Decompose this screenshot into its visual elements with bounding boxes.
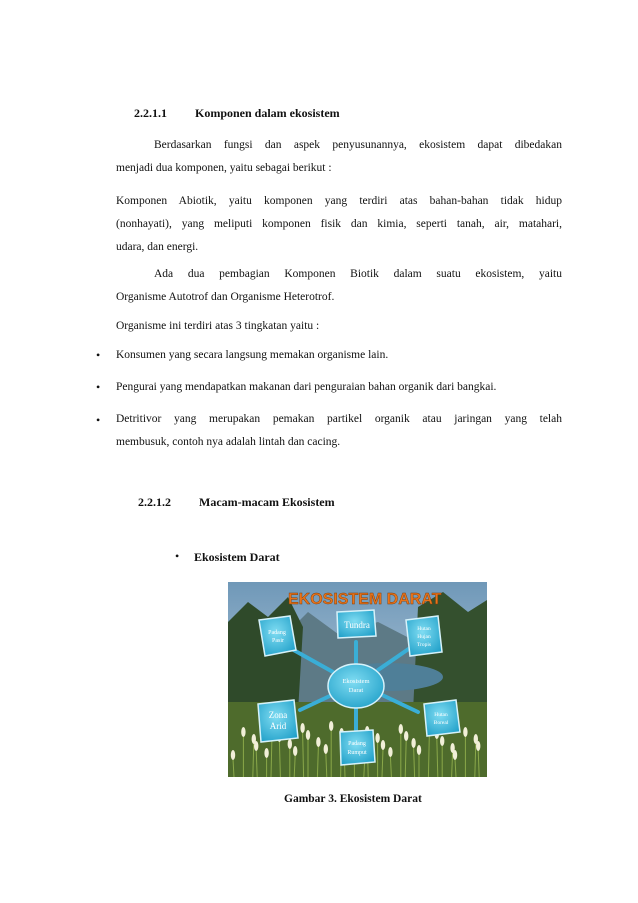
flower-head [417,745,421,755]
flower-head [254,741,258,751]
ekosistem-darat-figure [228,582,487,777]
bullet-dot: • [96,380,101,394]
figure-caption: Gambar 3. Ekosistem Darat [284,793,422,805]
flower-head [241,727,245,737]
center-label: Darat [348,687,364,694]
flower-head [306,730,310,740]
node-tundra [337,610,376,638]
flower-head [411,738,415,748]
node-label: Hutan [434,712,448,718]
flower-head [324,744,328,754]
bullet-dot: • [96,348,101,362]
biotik-paragraph [116,263,562,309]
bullet-dot: • [96,413,101,427]
abiotik-paragraph [116,190,562,259]
biotik-line-1: Ada dua pembagian Komponen Biotik dalam suatu ekosistem, yaitu [154,268,562,280]
node-ekosistem-darat [328,664,384,708]
node-label: Rumput [347,750,367,756]
node-label: Hujan [417,634,431,640]
flower-head [463,727,467,737]
detritivor-line-1: Detritivor yang merupakan pemakan partikel organik atau jaringan yang telah [116,413,562,425]
node-label: Padang [348,741,366,747]
flower-head [404,731,408,741]
flower-head [375,733,379,743]
flower-head [293,746,297,756]
node-hutan-hujan-tropis [406,616,442,656]
section-number: 2.2.1.1 [134,106,167,120]
levels-intro: Organisme ini terdiri atas 3 tingkatan yaitu : [116,320,320,332]
node-label: Pasir [272,638,284,644]
flower-head [476,741,480,751]
flower-head [231,750,235,760]
node-label: Tundra [344,620,370,630]
bullet-pengurai: Pengurai yang mendapatkan makanan dari penguraian bahan organik dari bangkai. [116,381,497,393]
node-hutan-boreal [424,700,460,736]
section-title: Macam-macam Ekosistem [199,495,335,509]
flower-head [440,736,444,746]
section-heading-komponen [134,106,340,121]
section-title: Komponen dalam ekosistem [195,106,340,120]
node-padang-pasir [259,616,296,656]
bullet-konsumen: Konsumen yang secara langsung memakan organisme lain. [116,349,389,361]
bullet-detritivor [116,408,562,454]
flower-head [288,739,292,749]
flower-head [329,721,333,731]
abiotik-line-1: Komponen Abiotik, yaitu komponen yang terdiri atas bahan-bahan tidak hidup [116,195,562,207]
figure-title: EKOSISTEM DARAT [288,591,442,608]
center-label: Ekosistem [342,678,370,685]
section-heading-macam [138,495,335,510]
flower-head [388,747,392,757]
node-label: Zona [268,710,288,720]
node-label: Tropis [416,642,432,648]
flower-head [399,724,403,734]
ekosistem-darat-label: Ekosistem Darat [194,550,280,564]
biotik-line-2: Organisme Autotrof dan Organisme Heterotrof. [116,291,335,303]
node-label: Padang [268,630,286,636]
ekosistem-diagram [228,582,487,777]
section-number: 2.2.1.2 [138,495,171,509]
intro-line-1: Berdasarkan fungsi dan aspek penyusunannya, ekosistem dapat dibedakan [154,139,562,151]
flower-head [453,750,457,760]
node-label: Arid [269,721,287,731]
abiotik-line-2: (nonhayati), yang meliputi komponen fisik dan kimia, seperti tanah, air, matahari, [116,218,562,230]
bullet-dot: • [175,549,180,563]
flower-head [316,737,320,747]
abiotik-line-3: udara, dan energi. [116,241,199,253]
node-label: Hutan [417,626,431,632]
node-label: Boreal [433,720,449,726]
flower-head [264,748,268,758]
flower-head [300,723,304,733]
flower-head [381,740,385,750]
node-zona-arid [258,700,298,742]
intro-paragraph [116,134,562,180]
intro-line-2: menjadi dua komponen, yaitu sebagai berikut : [116,162,332,174]
detritivor-line-2: membusuk, contoh nya adalah lintah dan cacing. [116,436,341,448]
node-padang-rumput [340,730,375,765]
